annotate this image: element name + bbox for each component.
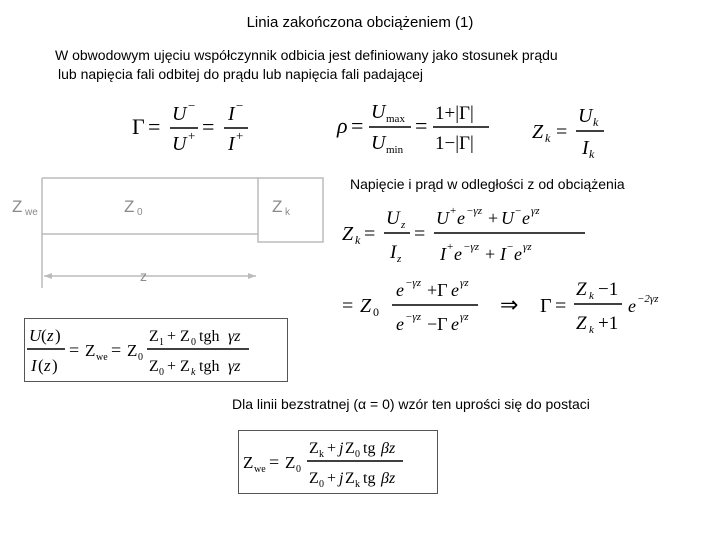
svg-text:1−|Γ|: 1−|Γ| — [435, 133, 474, 154]
svg-text:U: U — [371, 101, 386, 123]
slide-title: Linia zakończona obciążeniem (1) — [246, 14, 474, 31]
svg-text:e: e — [451, 280, 459, 300]
svg-text:0: 0 — [296, 464, 301, 475]
svg-text:k: k — [355, 479, 360, 490]
svg-text:+ Z: + Z — [167, 358, 190, 375]
svg-text:e: e — [628, 296, 636, 316]
svg-text:−: − — [515, 205, 522, 217]
svg-text:=: = — [202, 114, 215, 139]
svg-text:Z: Z — [309, 440, 319, 457]
svg-text:we: we — [96, 352, 108, 363]
intro-line-2: lub napięcia fali odbitej do prądu lub napięcia fali padającej — [58, 66, 424, 82]
svg-text:−: − — [188, 98, 196, 113]
svg-text:e: e — [396, 280, 404, 300]
svg-text:+: + — [447, 241, 454, 253]
svg-text:Z: Z — [149, 358, 159, 375]
svg-text:=: = — [269, 452, 280, 472]
svg-text:Z: Z — [345, 440, 355, 457]
svg-text:U: U — [29, 326, 42, 345]
svg-text:k: k — [593, 115, 599, 129]
reflection-from-load-equation — [340, 274, 680, 338]
svg-text:0: 0 — [191, 337, 196, 348]
svg-text:+: + — [188, 128, 196, 143]
svg-text:Z: Z — [243, 453, 254, 472]
svg-text:U: U — [436, 208, 449, 228]
svg-text:tgh: tgh — [199, 358, 220, 375]
svg-text:=: = — [415, 113, 428, 138]
zwe-label: Z — [12, 197, 23, 216]
svg-text:e: e — [514, 244, 522, 264]
svg-text:k: k — [545, 131, 551, 145]
svg-text:I: I — [500, 244, 506, 264]
svg-text:e: e — [451, 314, 459, 334]
zwe-label-sub: we — [25, 207, 38, 218]
svg-text:0: 0 — [373, 305, 379, 319]
svg-text:−1: −1 — [598, 279, 619, 300]
svg-text:k: k — [589, 324, 594, 336]
svg-text:Z: Z — [149, 328, 159, 345]
svg-text:j: j — [339, 440, 344, 457]
svg-text:I: I — [228, 133, 235, 155]
svg-text:U: U — [371, 132, 386, 154]
svg-text:Z: Z — [127, 341, 138, 360]
svg-text:Γ: Γ — [540, 295, 552, 317]
z0-label-sub: 0 — [137, 207, 143, 218]
svg-text:k: k — [319, 449, 324, 460]
svg-text:Z: Z — [309, 470, 319, 487]
svg-text:I: I — [440, 244, 446, 264]
z-axis-label: z — [140, 268, 147, 284]
svg-text:z: z — [401, 219, 406, 231]
svg-text:k: k — [589, 290, 594, 302]
svg-text:(: ( — [38, 356, 44, 375]
svg-text:0: 0 — [355, 449, 360, 460]
svg-text:−: − — [236, 98, 244, 113]
svg-text:βz: βz — [381, 440, 396, 457]
svg-text:γz: γz — [228, 358, 241, 375]
svg-text:−Γ: −Γ — [427, 314, 448, 334]
svg-text:Z: Z — [360, 295, 372, 317]
svg-text:I: I — [390, 242, 397, 263]
svg-text:=: = — [556, 121, 568, 143]
svg-text:=: = — [364, 223, 376, 245]
svg-text:Z: Z — [342, 223, 354, 245]
svg-text:k: k — [191, 367, 196, 378]
svg-text:z: z — [47, 326, 54, 345]
svg-text:I: I — [228, 103, 235, 125]
svg-text:+Γ: +Γ — [427, 280, 448, 300]
svg-text:⇒: ⇒ — [500, 292, 519, 317]
svg-text:−2γz: −2γz — [637, 293, 659, 305]
svg-text:−γz: −γz — [466, 205, 483, 217]
svg-text:U: U — [386, 208, 400, 229]
svg-text:(: ( — [41, 326, 47, 345]
transmission-line-diagram — [0, 170, 330, 300]
zk-label: Z — [272, 197, 283, 216]
svg-text:): ) — [52, 356, 58, 375]
svg-text:U: U — [578, 105, 593, 127]
svg-text:=: = — [111, 340, 122, 360]
svg-text:+: + — [327, 470, 337, 487]
svg-text:tgh: tgh — [199, 328, 220, 345]
svg-text:e: e — [454, 244, 462, 264]
svg-text:−γz: −γz — [405, 311, 422, 323]
svg-text:−γz: −γz — [463, 241, 480, 253]
svg-text:): ) — [55, 326, 61, 345]
svg-text:k: k — [589, 147, 595, 160]
svg-text:1: 1 — [159, 337, 164, 348]
svg-text:+: + — [450, 205, 457, 217]
z0-label: Z — [124, 197, 135, 216]
svg-text:0: 0 — [319, 479, 324, 490]
lossless-caption: Dla linii bezstratnej (α = 0) wzór ten uprości się do postaci — [232, 396, 590, 412]
svg-text:Z: Z — [345, 470, 355, 487]
svg-text:+1: +1 — [598, 313, 619, 334]
swr-definition-equation — [335, 97, 495, 157]
svg-text:we: we — [254, 464, 266, 475]
svg-text:γz: γz — [531, 205, 540, 217]
svg-text:=: = — [351, 113, 364, 138]
svg-text:j: j — [339, 470, 344, 487]
svg-text:Z: Z — [85, 341, 96, 360]
svg-text:=: = — [414, 223, 426, 245]
svg-text:Γ: Γ — [132, 114, 145, 139]
input-impedance-equation-box — [24, 318, 288, 382]
svg-text:+: + — [327, 440, 337, 457]
svg-text:min: min — [386, 144, 404, 156]
svg-text:e: e — [457, 208, 465, 228]
svg-text:−: − — [507, 241, 514, 253]
svg-text:γz: γz — [460, 311, 469, 323]
intro-text — [55, 46, 695, 84]
svg-text:Z: Z — [576, 313, 587, 334]
svg-text:z: z — [397, 253, 402, 265]
svg-text:=: = — [342, 295, 354, 317]
svg-text:βz: βz — [381, 470, 396, 487]
svg-text:tg: tg — [363, 440, 376, 457]
svg-text:Z: Z — [532, 121, 544, 143]
svg-text:=: = — [148, 114, 161, 139]
svg-text:=: = — [69, 340, 80, 360]
svg-text:γz: γz — [523, 241, 532, 253]
svg-text:U: U — [501, 208, 514, 228]
svg-text:+: + — [236, 128, 244, 143]
svg-text:1+|Γ|: 1+|Γ| — [435, 103, 474, 124]
svg-text:I: I — [582, 137, 589, 159]
svg-text:−γz: −γz — [405, 277, 422, 289]
svg-text:U: U — [172, 103, 187, 125]
svg-text:max: max — [386, 113, 405, 125]
svg-text:+ Z: + Z — [167, 328, 190, 345]
zk-label-sub: k — [285, 207, 290, 218]
svg-text:γz: γz — [460, 277, 469, 289]
svg-text:=: = — [555, 295, 567, 317]
gamma-definition-equation — [130, 98, 255, 156]
svg-text:tg: tg — [363, 470, 376, 487]
svg-text:e: e — [522, 208, 530, 228]
svg-text:e: e — [396, 314, 404, 334]
svg-text:+: + — [488, 208, 499, 228]
lossless-impedance-equation-box — [238, 430, 438, 494]
svg-text:Z: Z — [576, 279, 587, 300]
svg-text:0: 0 — [159, 367, 164, 378]
impedance-at-z-equation — [340, 200, 590, 268]
svg-text:z: z — [44, 356, 51, 375]
voltage-current-caption: Napięcie i prąd w odległości z od obciążenia — [350, 176, 625, 192]
intro-line-1: W obwodowym ujęciu współczynnik odbicia jest definiowany jako stosunek prądu — [55, 47, 558, 63]
svg-text:0: 0 — [138, 352, 143, 363]
svg-text:I: I — [31, 356, 37, 375]
svg-text:Z: Z — [285, 453, 296, 472]
svg-text:+: + — [485, 244, 496, 264]
svg-text:k: k — [355, 233, 361, 247]
svg-text:ρ: ρ — [337, 113, 348, 138]
svg-text:U: U — [172, 133, 187, 155]
load-impedance-equation — [530, 102, 610, 160]
svg-text:γz: γz — [228, 328, 241, 345]
